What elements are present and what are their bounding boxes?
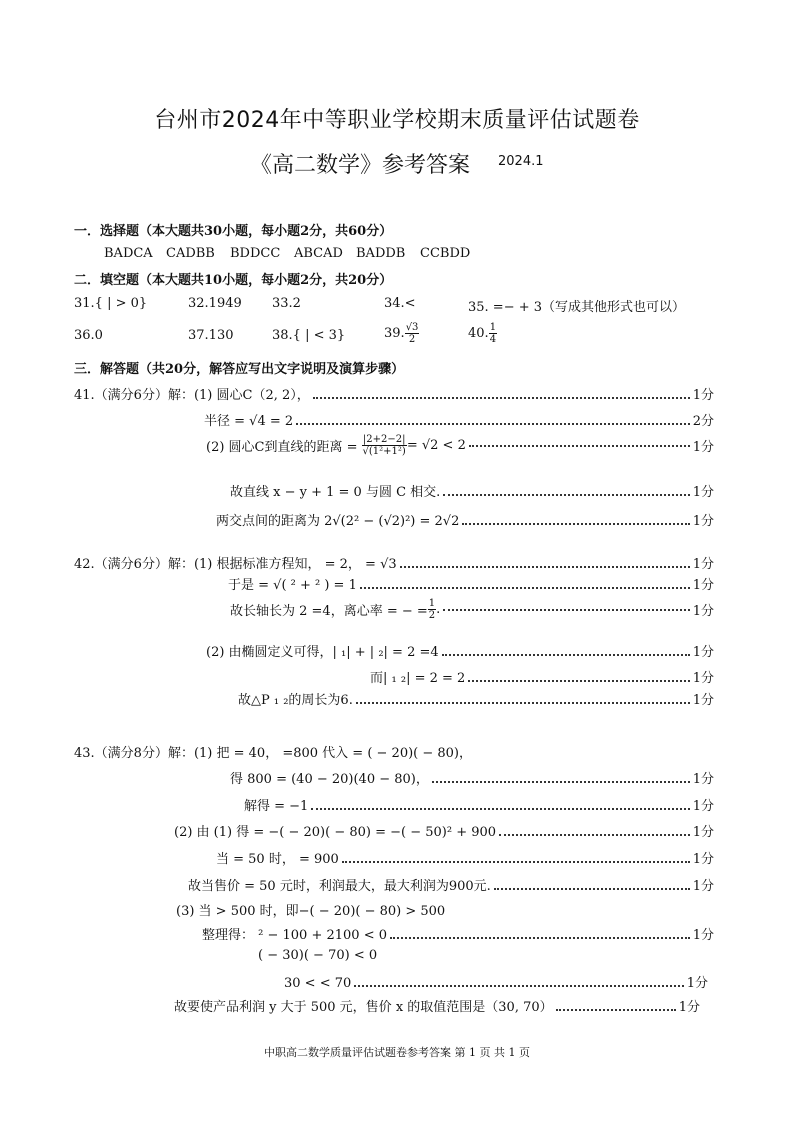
fill-answer-39: 39. $\frac{√3}{2}$: [384, 322, 419, 345]
mc-answer-group: CCBDD: [420, 246, 471, 261]
q42-line: (2) 由椭圆定义可得，| ₁| + | ₂| = 2 =4 1分: [206, 645, 714, 660]
fill-answer: 33.2: [272, 296, 301, 311]
fill-answer: 38.{ | < 3}: [272, 328, 346, 343]
fill-answer: 34.<: [384, 296, 416, 311]
fill-answer: 32.1949: [188, 296, 242, 311]
q41-line: 两交点间的距离为 2√(2² − (√2)²) = 2√2 1分: [216, 514, 714, 529]
q41-line: 故直线 x − y + 1 = 0 与圆 C 相交. 1分: [230, 485, 714, 500]
q41-line: 半径 = √4 = 2 2分: [204, 414, 714, 429]
q43-line: 得 800 = (40 − 20)(40 − 80)， 1分: [230, 772, 714, 787]
fill-answer: 36.0: [74, 328, 103, 343]
q43-line: 解得 = −1 1分: [244, 799, 714, 814]
q43-line: 故要使产品利润 y 大于 500 元，售价 x 的取值范围是（30, 70） 1分: [174, 1000, 700, 1015]
section2-heading: 二．填空题（本大题共10小题，每小题2分，共20分）: [74, 273, 393, 288]
q43-line: 故当售价 = 50 元时，利润最大，最大利润为900元. 1分: [188, 879, 714, 894]
section3-heading: 三．解答题（共20分，解答应写出文字说明及演算步骤）: [74, 362, 405, 377]
q42-line: 故△P ₁ ₂的周长为6. 1分: [238, 693, 714, 708]
page-title: 台州市2024年中等职业学校期末质量评估试题卷: [154, 108, 640, 133]
q42-line: 故长轴长为 2 =4，离心率 = − = $\frac{1}{2}$ . 1分: [230, 598, 714, 621]
mc-answer-group: BDDCC: [230, 246, 281, 261]
q43-line: 当 = 50 时， = 900 1分: [216, 852, 714, 867]
q41-line: 41.（满分6分）解：(1) 圆心C（2, 2）， 1分: [74, 388, 714, 403]
q43-line: 整理得： ² − 100 + 2100 < 0 1分: [202, 928, 714, 943]
page-subtitle: 《高二数学》参考答案: [250, 153, 471, 178]
q43-line: 43.（满分8分）解：(1) 把 = 40， =800 代入 = ( − 20)( − 80)，: [74, 746, 473, 761]
mc-answer-group: BADDB: [356, 246, 406, 261]
mc-answer-group: BADCA: [104, 246, 153, 261]
fill-answer: 35. =− + 3（写成其他形式也可以）: [468, 300, 686, 315]
q43-line: (2) 由 (1) 得 = −( − 20)( − 80) = −( − 50)² + 900 1分: [174, 825, 714, 840]
q43-line: 30 < < 70 1分: [284, 976, 708, 991]
section1-heading: 一．选择题（本大题共30小题，每小题2分，共60分）: [74, 224, 393, 239]
q42-line: 而| ₁ ₂| = 2 = 2 1分: [370, 671, 714, 686]
q41-line: (2) 圆心C到直线的距离 = $\frac{|2+2-2|}{\text{√(1²+1²)}}$ = √2 < 2 1分: [206, 434, 714, 457]
fill-answer: 31.{ | > 0}: [74, 296, 148, 311]
fill-answer-40: 40. $\frac{1}{4}$: [468, 322, 497, 345]
page-footer: 中职高二数学质量评估试题卷参考答案 第 1 页 共 1 页: [264, 1046, 530, 1059]
q42-line: 于是 = √( ² + ² ) = 1 1分: [228, 578, 714, 593]
q43-line: ( − 30)( − 70) < 0: [258, 948, 378, 963]
fill-answer: 37.130: [188, 328, 234, 343]
mc-answer-group: ABCAD: [294, 246, 343, 261]
mc-answer-group: CADBB: [166, 246, 215, 261]
exam-date: 2024.1: [498, 154, 544, 169]
q43-line: (3) 当 > 500 时，即−( − 20)( − 80) > 500: [176, 904, 446, 919]
q42-line: 42.（满分6分）解：(1) 根据标准方程知， = 2， = √3 1分: [74, 557, 714, 572]
